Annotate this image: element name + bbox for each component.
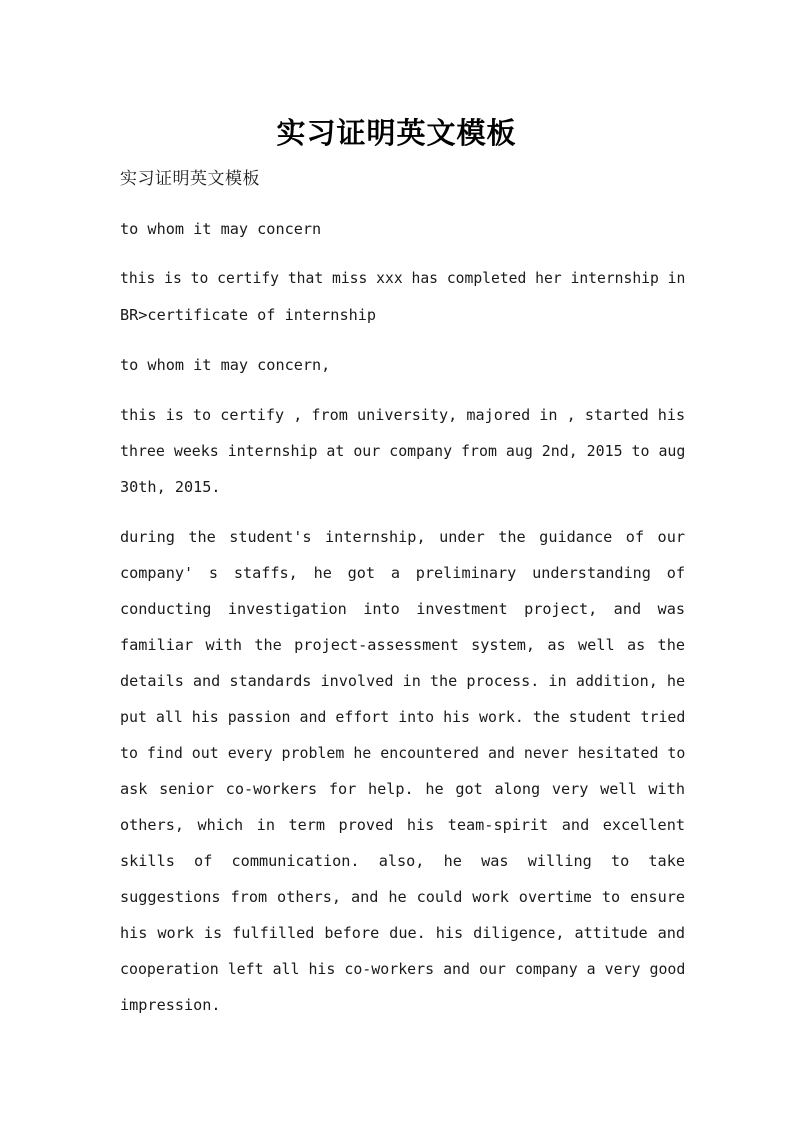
text-line: ask senior co-workers for help. he got along very well with bbox=[120, 780, 685, 798]
text-line: skills of communication. also, he was willing to take bbox=[120, 852, 685, 870]
text-line: suggestions from others, and he could work overtime to ensure bbox=[120, 888, 685, 906]
salutation-paragraph-2 bbox=[120, 352, 685, 388]
text-line: to find out every problem he encountered and never hesitated to bbox=[120, 744, 686, 762]
document-title: 实习证明英文模板 bbox=[276, 116, 517, 151]
text-line: others, which in term proved his team-spirit and excellent bbox=[120, 816, 685, 834]
text-line: his work is fulfilled before due. his diligence, attitude and bbox=[120, 924, 685, 942]
text-line: during the student's internship, under the guidance of our bbox=[120, 528, 685, 546]
text-line: to whom it may concern bbox=[120, 220, 322, 238]
text-line: cooperation left all his co-workers and our company a very good bbox=[120, 960, 686, 978]
text-line: familiar with the project-assessment system, as well as the bbox=[120, 636, 685, 654]
paragraph-gap bbox=[120, 252, 685, 266]
text-line: 30th, 2015. bbox=[120, 478, 221, 496]
text-line: this is to certify that miss xxx has completed her internship in bbox=[120, 270, 686, 287]
salutation-paragraph bbox=[120, 216, 685, 252]
evaluation-paragraph bbox=[120, 524, 685, 1028]
internship-period-paragraph bbox=[120, 402, 685, 510]
text-line: this is to certify , from university, majored in , started his bbox=[120, 406, 686, 424]
paragraph-gap bbox=[120, 388, 685, 402]
text-line: to whom it may concern, bbox=[120, 356, 331, 374]
text-line: details and standards involved in the process. in addition, he bbox=[120, 672, 686, 690]
paragraph-gap bbox=[120, 510, 685, 524]
paragraph-gap bbox=[120, 202, 685, 216]
subtitle-paragraph bbox=[120, 166, 685, 202]
text-line: impression. bbox=[120, 996, 221, 1014]
text-line: conducting investigation into investment project, and was bbox=[120, 600, 685, 618]
text-line: company' s staffs, he got a preliminary understanding of bbox=[120, 564, 685, 582]
text-line: put all his passion and effort into his work. the student tried bbox=[120, 708, 686, 726]
document-body bbox=[120, 166, 685, 1028]
text-line: BR>certificate of internship bbox=[120, 306, 377, 324]
text-line: three weeks internship at our company from aug 2nd, 2015 to aug bbox=[120, 442, 686, 460]
certify-paragraph bbox=[120, 266, 685, 338]
paragraph-gap bbox=[120, 338, 685, 352]
document-subtitle: 实习证明英文模板 bbox=[120, 169, 260, 189]
